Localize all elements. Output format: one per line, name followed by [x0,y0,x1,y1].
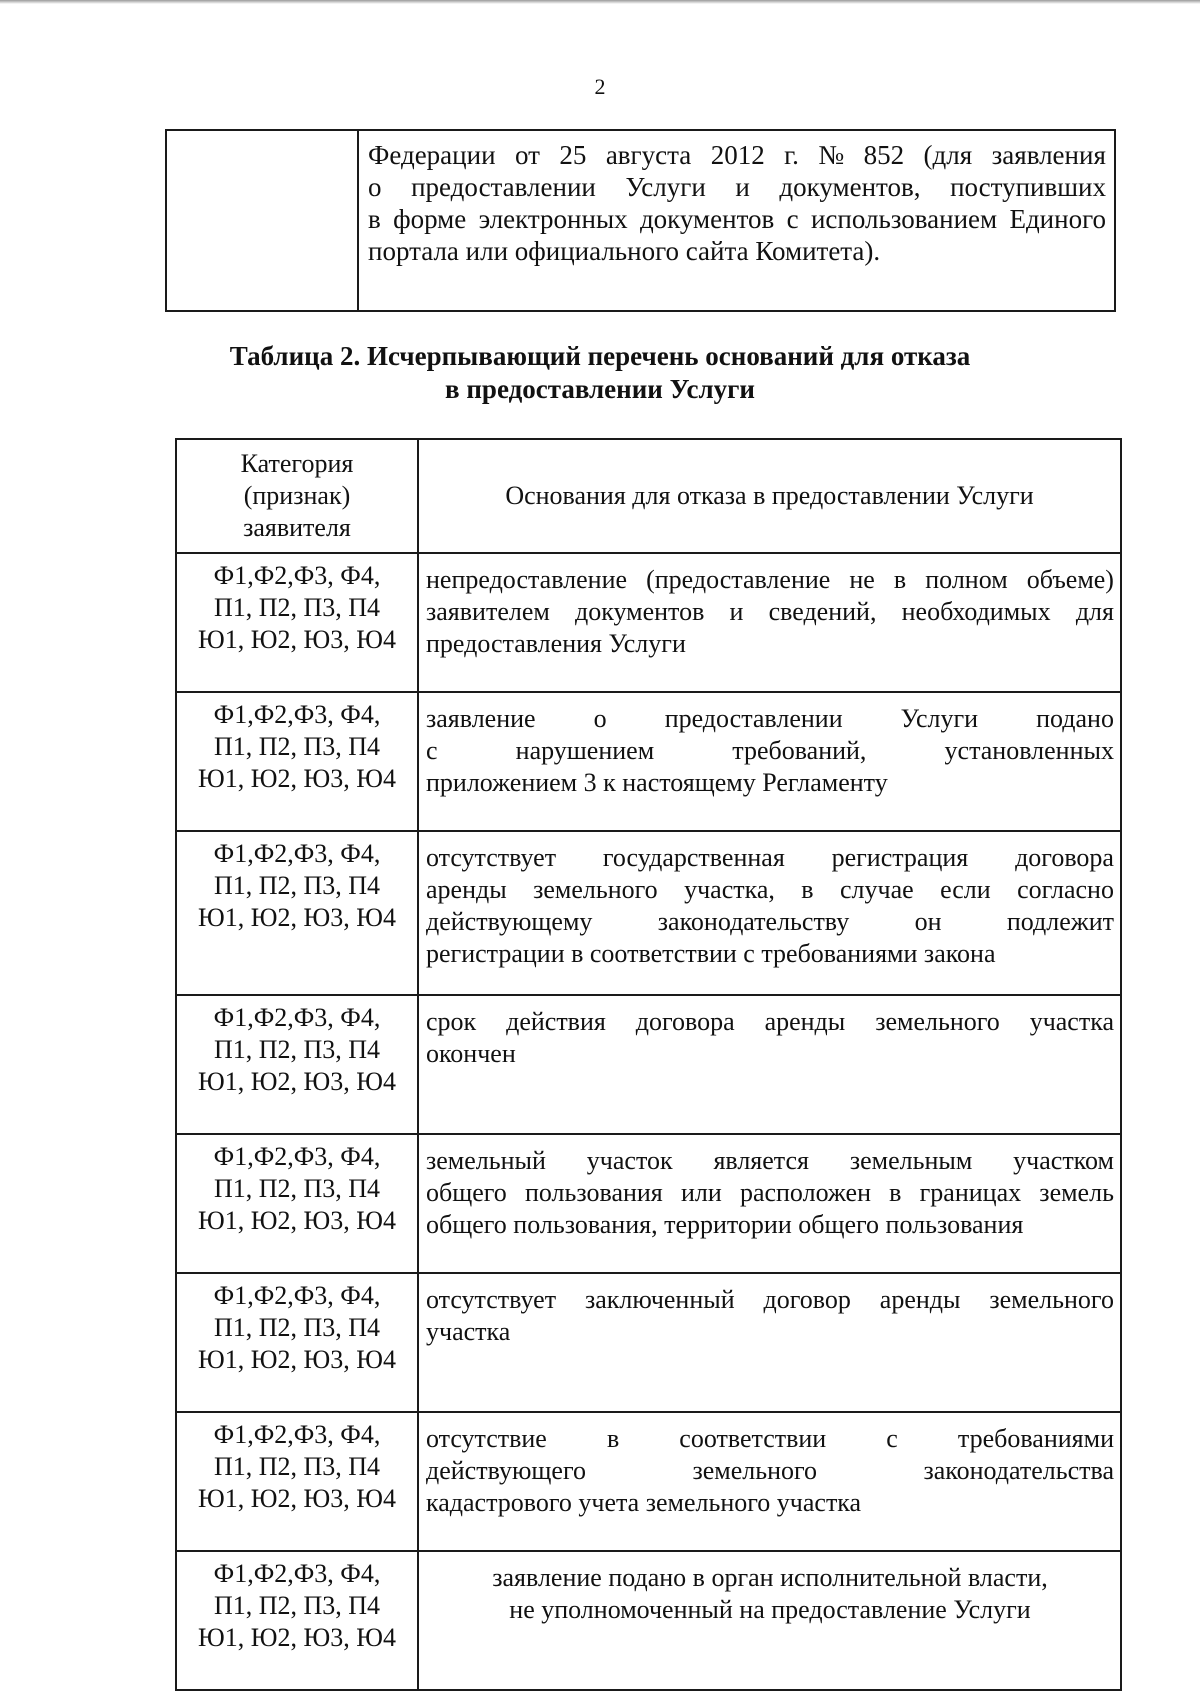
word: форме [393,204,467,234]
word: действия [506,1007,606,1036]
refusal-reason-cell [418,1134,1121,1273]
continuation-line-2 [359,171,1114,203]
word: не [849,565,875,594]
refusal-reason-line [426,735,1114,767]
word: необходимых [901,597,1051,626]
word: с [426,736,438,765]
refusal-reason-line: заявление подано в орган исполнительной власти, [492,1563,1048,1592]
word: заявителем [426,597,550,626]
word: аренды [764,1007,846,1036]
word: аренды [426,875,507,904]
applicant-category-cell [176,553,418,692]
word: действующему [426,907,593,936]
applicant-category-line: Ю1, Ю2, Ю3, Ю4 [198,764,396,793]
word: пользования [524,1178,663,1207]
word: земельного [875,1007,1000,1036]
word: (для [923,140,973,170]
word: земель [1039,1178,1114,1207]
word: аренды [879,1285,961,1314]
word: согласно [1017,875,1114,904]
word: 2012 [710,140,765,170]
refusal-reason-line: окончен [426,1039,516,1068]
refusal-reason-cell [418,553,1121,692]
word: документов, [779,172,921,202]
word: земельного [533,875,658,904]
header-category-line: заявителя [243,513,351,542]
word: земельным [849,1146,973,1175]
word: отсутствует [426,1285,557,1314]
word: непредоставление [426,565,628,594]
header-category-line: Категория [240,449,354,478]
applicant-category-line: П1, П2, П3, П4 [213,1313,381,1342]
word: является [713,1146,809,1175]
word: подано [1036,704,1114,733]
word: участка, [684,875,775,904]
refusal-reason-line [426,1177,1114,1209]
word: г. [784,140,799,170]
continuation-empty-cell [167,131,359,310]
word: заявления [991,140,1106,170]
word: земельного [989,1285,1114,1314]
applicant-category-line: П1, П2, П3, П4 [213,1591,381,1620]
word: и [735,172,750,202]
table-row [176,831,1121,995]
word: полном [925,565,1008,594]
applicant-category-line: Ю1, Ю2, Ю3, Ю4 [198,625,396,654]
word: государственная [602,843,785,872]
refusal-reason-line [426,1284,1114,1316]
word: если [940,875,991,904]
word: участок [586,1146,673,1175]
word: в [368,204,381,234]
header-category-line: (признак) [243,481,351,510]
applicant-category-line: Ю1, Ю2, Ю3, Ю4 [198,1067,396,1096]
word: участком [1013,1146,1114,1175]
refusal-reason-line [426,1423,1114,1455]
word: 852 [863,140,905,170]
refusal-reason-cell [418,831,1121,995]
word: документов [575,597,705,626]
word: земельный [426,1146,546,1175]
table-row [176,553,1121,692]
applicant-category-line: П1, П2, П3, П4 [213,1035,381,1064]
word: случае [839,875,914,904]
word: в [889,1178,902,1207]
word: Федерации [368,140,496,170]
refusal-reason-line [426,1145,1114,1177]
word: границах [919,1178,1022,1207]
word: о [593,704,607,733]
word: подлежит [1006,907,1114,936]
refusal-reason-cell [418,1273,1121,1412]
word: Услуги [625,172,706,202]
word: использованием [810,204,998,234]
applicant-category-cell [176,831,418,995]
refusal-reason-line [426,906,1114,938]
word: участка [1029,1007,1114,1036]
word: от [514,140,540,170]
refusal-reason-cell [418,1412,1121,1551]
continuation-text-cell [359,131,1114,310]
word: договора [1015,843,1114,872]
word: договор [763,1285,851,1314]
table-row [176,1551,1121,1690]
word: документов [639,204,775,234]
word: поступивших [950,172,1106,202]
word: электронных [478,204,628,234]
word: (предоставление [646,565,831,594]
refusal-reason-cell [418,995,1121,1134]
applicant-category-line: Ф1,Ф2,Ф3, Ф4, [213,1003,381,1032]
table-row [176,692,1121,831]
applicant-category-line: Ф1,Ф2,Ф3, Ф4, [213,1420,381,1449]
refusal-reason-cell [418,1551,1121,1690]
word: о [368,172,382,202]
applicant-category-cell [176,692,418,831]
applicant-category-line: Ю1, Ю2, Ю3, Ю4 [198,1484,396,1513]
word: отсутствие [426,1424,547,1453]
applicant-category-line: Ф1,Ф2,Ф3, Ф4, [213,839,381,868]
applicant-category-cell [176,1273,418,1412]
refusal-reason-cell [418,692,1121,831]
applicant-category-cell [176,1134,418,1273]
word: № [818,140,845,170]
word: регистрация [831,843,969,872]
word: 25 [559,140,587,170]
refusal-reason-line [426,874,1114,906]
word: требованиями [957,1424,1114,1453]
applicant-category-line: П1, П2, П3, П4 [213,871,381,900]
refusal-reason-line: предоставления Услуги [426,629,686,658]
header-reason-cell: Основания для отказа в предоставлении Услуги [418,439,1121,553]
applicant-category-line: П1, П2, П3, П4 [213,1174,381,1203]
refusal-reason-line [426,564,1114,596]
word: договора [635,1007,735,1036]
word: в [606,1424,620,1453]
word: законодательству [657,907,850,936]
table-caption-line-1: Таблица 2. Исчерпывающий перечень оснований для отказа [229,341,971,371]
word: нарушением [515,736,655,765]
applicant-category-line: Ф1,Ф2,Ф3, Ф4, [213,1281,381,1310]
refusal-grounds-table [175,438,1122,1691]
word: объеме) [1026,565,1114,594]
word: законодательства [923,1456,1114,1485]
word: земельного [692,1456,818,1485]
applicant-category-line: Ф1,Ф2,Ф3, Ф4, [213,1142,381,1171]
word: срок [426,1007,477,1036]
word: установленных [944,736,1114,765]
applicant-category-line: П1, П2, П3, П4 [213,593,381,622]
refusal-reason-line [426,842,1114,874]
applicant-category-line: Ю1, Ю2, Ю3, Ю4 [198,1345,396,1374]
table-row [176,1134,1121,1273]
word: с [886,1424,898,1453]
word: Единого [1009,204,1106,234]
applicant-category-line: П1, П2, П3, П4 [213,1452,381,1481]
word: с [786,204,799,234]
table-row [176,1273,1121,1412]
applicant-category-cell [176,1551,418,1690]
word: соответствии [679,1424,827,1453]
applicant-category-line: Ф1,Ф2,Ф3, Ф4, [213,561,381,590]
applicant-category-line: П1, П2, П3, П4 [213,732,381,761]
table-caption-line-2: в предоставлении Услуги [445,374,755,404]
page-number: 2 [594,74,606,99]
word: заключенный [584,1285,735,1314]
word: требований, [732,736,867,765]
applicant-category-line: Ф1,Ф2,Ф3, Ф4, [213,700,381,729]
refusal-reason-line: общего пользования, территории общего пользования [426,1210,1024,1239]
applicant-category-line: Ю1, Ю2, Ю3, Ю4 [198,1623,396,1652]
applicant-category-line: Ю1, Ю2, Ю3, Ю4 [198,1206,396,1235]
word: он [914,907,942,936]
word: предоставлении [664,704,843,733]
word: в [801,875,814,904]
scan-top-edge [0,0,1200,4]
refusal-reason-line [426,1006,1114,1038]
applicant-category-cell [176,1412,418,1551]
refusal-reason-line [426,596,1114,628]
word: действующего [426,1456,586,1485]
word: предоставлении [411,172,596,202]
word: общего [426,1178,507,1207]
refusal-reason-line [426,1455,1114,1487]
refusal-reason-line: приложением 3 к настоящему Регламенту [426,768,888,797]
continuation-line-1 [359,139,1114,171]
word: или [680,1178,722,1207]
refusal-reason-line: кадастрового учета земельного участка [426,1488,862,1517]
word: и [729,597,744,626]
word: в [893,565,907,594]
continuation-table [165,129,1116,312]
table-header-row [176,439,1121,553]
header-category-cell [176,439,418,553]
continuation-line-4: портала или официального сайта Комитета). [368,236,881,266]
word: заявление [426,704,536,733]
table-row [176,1412,1121,1551]
word: Услуги [900,704,979,733]
refusal-reason-line [426,703,1114,735]
applicant-category-cell [176,995,418,1134]
applicant-category-line: Ф1,Ф2,Ф3, Ф4, [213,1559,381,1588]
word: августа [605,140,692,170]
applicant-category-line: Ю1, Ю2, Ю3, Ю4 [198,903,396,932]
word: расположен [739,1178,871,1207]
word: отсутствует [426,843,557,872]
refusal-reason-line: участка [426,1317,511,1346]
table-row [176,995,1121,1134]
word: для [1075,597,1114,626]
table-caption [0,340,1200,406]
refusal-reason-line: регистрации в соответствии с требованиями закона [426,939,996,968]
continuation-line-3 [359,203,1114,235]
refusal-reason-line: не уполномоченный на предоставление Услуги [509,1595,1031,1624]
word: сведений, [768,597,877,626]
